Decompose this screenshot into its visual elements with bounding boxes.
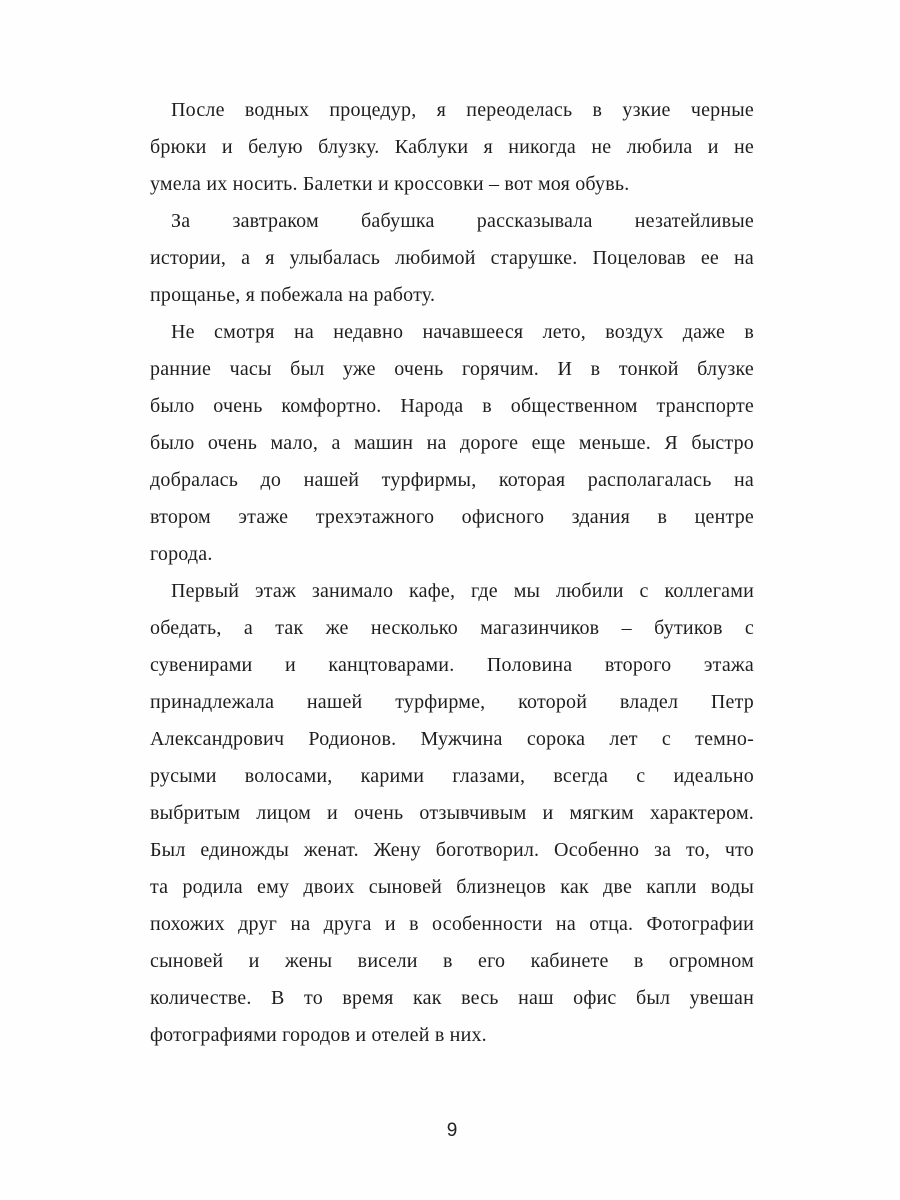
text-line: принадлежала нашей турфирме, которой владел Петр xyxy=(150,691,754,713)
text-line: похожих друг на друга и в особенности на отца. Фотографии xyxy=(150,913,754,935)
text-line: Первый этаж занимало кафе, где мы любили с коллегами xyxy=(171,580,754,602)
text-line: втором этаже трехэтажного офисного здания в центре xyxy=(150,506,754,528)
text-line: истории, а я улыбалась любимой старушке. Поцеловав ее на xyxy=(150,247,754,269)
text-line: количестве. В то время как весь наш офис был увешан xyxy=(150,987,754,1009)
text-line: ранние часы был уже очень горячим. И в тонкой блузке xyxy=(150,358,754,380)
text-line: Был единожды женат. Жену боготворил. Особенно за то, что xyxy=(150,839,754,861)
text-line: После водных процедур, я переоделась в узкие черные xyxy=(171,99,754,121)
text-line: обедать, а так же несколько магазинчиков – бутиков с xyxy=(150,617,754,639)
text-line: Не смотря на недавно начавшееся лето, воздух даже в xyxy=(171,321,754,343)
text-line: было очень комфортно. Народа в общественном транспорте xyxy=(150,395,754,417)
text-line: брюки и белую блузку. Каблуки я никогда не любила и не xyxy=(150,136,754,158)
text-line: добралась до нашей турфирмы, которая располагалась на xyxy=(150,469,754,491)
text-line: русыми волосами, карими глазами, всегда с идеально xyxy=(150,765,754,787)
text-line: За завтраком бабушка рассказывала незатейливые xyxy=(171,210,754,232)
text-line: умела их носить. Балетки и кроссовки – вот моя обувь. xyxy=(150,173,630,195)
text-line: города. xyxy=(150,543,213,565)
text-line: выбритым лицом и очень отзывчивым и мягким характером. xyxy=(150,802,754,824)
paragraph xyxy=(150,314,754,573)
text-block xyxy=(150,92,754,1054)
text-line: сувенирами и канцтоварами. Половина второго этажа xyxy=(150,654,754,676)
text-line: сыновей и жены висели в его кабинете в огромном xyxy=(150,950,754,972)
paragraph xyxy=(150,92,754,203)
text-line: та родила ему двоих сыновей близнецов как две капли воды xyxy=(150,876,754,898)
page-number: 9 xyxy=(446,1120,458,1141)
paragraph xyxy=(150,203,754,314)
text-line: фотографиями городов и отелей в них. xyxy=(150,1024,487,1046)
paragraph xyxy=(150,573,754,1054)
text-line: Александрович Родионов. Мужчина сорока лет с темно- xyxy=(150,728,754,750)
text-line: прощанье, я побежала на работу. xyxy=(150,284,436,306)
text-line: было очень мало, а машин на дороге еще меньше. Я быстро xyxy=(150,432,754,454)
